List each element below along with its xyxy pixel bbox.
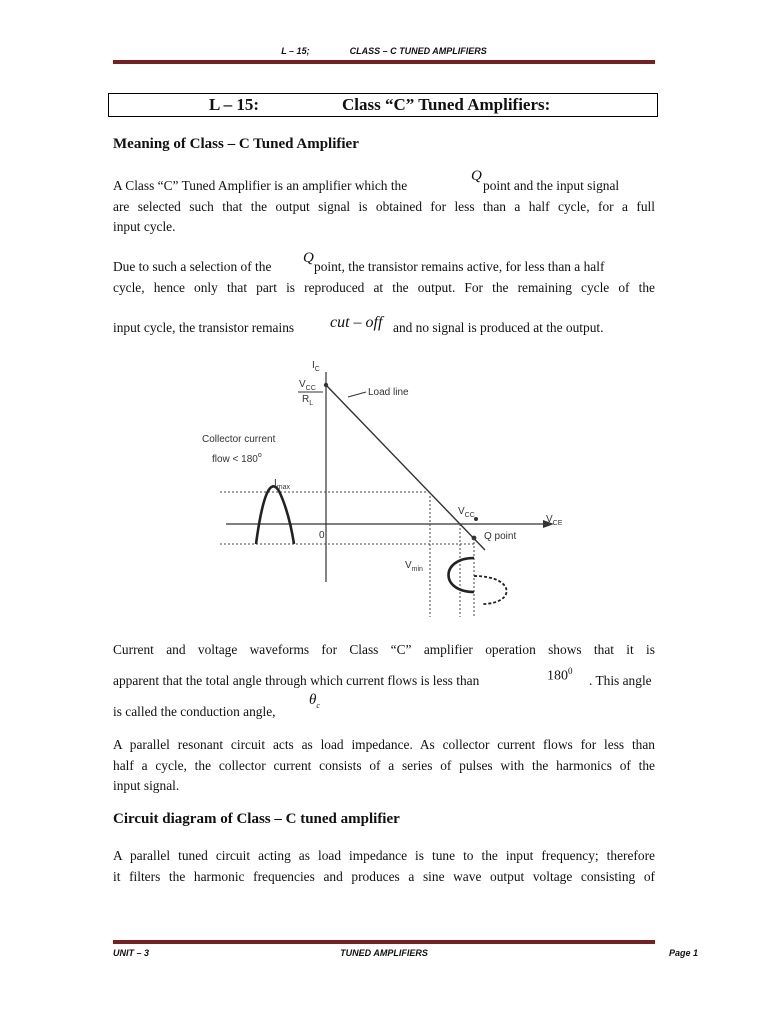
paragraph-3 — [113, 640, 655, 661]
paragraph-5 — [113, 846, 655, 887]
p5-line2: it filters the harmonic frequencies and produces a sine wave output voltage consisting of — [113, 868, 655, 884]
p1-line3: input cycle. — [113, 219, 176, 234]
vmin-label: $V_{min}$ — [405, 560, 423, 573]
footer-center: TUNED AMPLIFIERS — [340, 948, 428, 958]
p2-line1-b: point, the transistor remains active, for less than a half — [314, 259, 605, 274]
ic-label: $I_C$ — [312, 360, 320, 373]
header-topic: CLASS – C TUNED AMPLIFIERS — [349, 46, 487, 56]
class-c-load-line-figure — [198, 352, 578, 622]
p4-line1: A parallel resonant circuit acts as load impedance. As collector current flows for less than — [113, 737, 655, 752]
lesson-title: Class “C” Tuned Amplifiers: — [342, 95, 551, 114]
load-line — [326, 385, 485, 550]
collector-current-label: Collector current — [202, 434, 276, 445]
p2-line3-a: input cycle, the transistor remains — [113, 320, 295, 335]
theta-c-symbol: $\theta_c$ — [309, 692, 320, 710]
paragraph-3-line3 — [113, 702, 655, 723]
section-heading-meaning: Meaning of Class – C Tuned Amplifier — [113, 136, 359, 152]
paragraph-2 — [113, 257, 655, 298]
voltage-waveform-dotted — [474, 576, 507, 604]
p3-line1: Current and voltage waveforms for Class “C” amplifier operation shows that it is — [113, 642, 655, 657]
p3-line2-a: apparent that the total angle through which current flows is less than — [113, 673, 480, 688]
vce-label: $V_{CE}$ — [546, 514, 563, 527]
paragraph-2-line3 — [113, 318, 655, 339]
flow-label: flow < $180^o$ — [212, 452, 262, 465]
header-rule — [113, 60, 655, 64]
p2-line2: cycle, hence only that part is reproduced at the output. For the remaining cycle of the — [113, 279, 655, 295]
vcc-rl-numerator: $V_{CC}$ — [299, 379, 316, 392]
load-line-pointer — [348, 392, 366, 397]
p1-line1-a: A Class “C” Tuned Amplifier is an amplifier which the — [113, 178, 408, 193]
p1-line2: are selected such that the output signal is obtained for less than a half cycle, for a full — [113, 198, 655, 214]
p5-line1: A parallel tuned circuit acting as load impedance is tune to the input frequency; therefore — [113, 848, 655, 863]
origin-label: 0 — [319, 530, 325, 541]
q-symbol-2: Q — [303, 250, 314, 266]
footer-rule — [113, 940, 655, 944]
q-symbol-1: Q — [471, 168, 482, 184]
section-heading-circuit: Circuit diagram of Class – C tuned amplifier — [113, 811, 400, 827]
p1-line1-b: point and the input signal — [483, 178, 620, 193]
p4-line3: input signal. — [113, 778, 180, 793]
p3-line2-b: . This angle — [589, 673, 652, 688]
p4-line2: half a cycle, the collector current consists of a series of pulses with the harmonics of the — [113, 757, 655, 773]
voltage-waveform — [449, 558, 475, 592]
vcc-label: $V_{CC}$ — [458, 506, 475, 519]
header-code: L – 15; — [281, 46, 310, 56]
paragraph-3-line2 — [113, 671, 655, 692]
running-header — [0, 46, 768, 56]
page-title — [108, 93, 658, 117]
p2-line1-a: Due to such a selection of the — [113, 259, 272, 274]
angle-180-symbol: $180^0$ — [547, 666, 573, 684]
load-line-start-point — [324, 383, 328, 387]
imax-label: $I_{max}$ — [274, 478, 291, 491]
q-point-label: Q point — [484, 531, 517, 542]
paragraph-4 — [113, 735, 655, 797]
paragraph-1 — [113, 176, 655, 238]
load-line-label: Load line — [368, 387, 409, 398]
lesson-number: L – 15: — [209, 95, 260, 114]
footer-unit: UNIT – 3 — [113, 948, 150, 958]
current-pulse — [256, 486, 294, 544]
vcc-rl-denominator: $R_L$ — [302, 394, 314, 407]
footer-page-number: Page 1 — [668, 948, 698, 958]
p2-line3-b: and no signal is produced at the output. — [393, 320, 604, 335]
p3-line3: is called the conduction angle, — [113, 704, 276, 719]
cutoff-symbol: cut – off — [330, 314, 383, 331]
